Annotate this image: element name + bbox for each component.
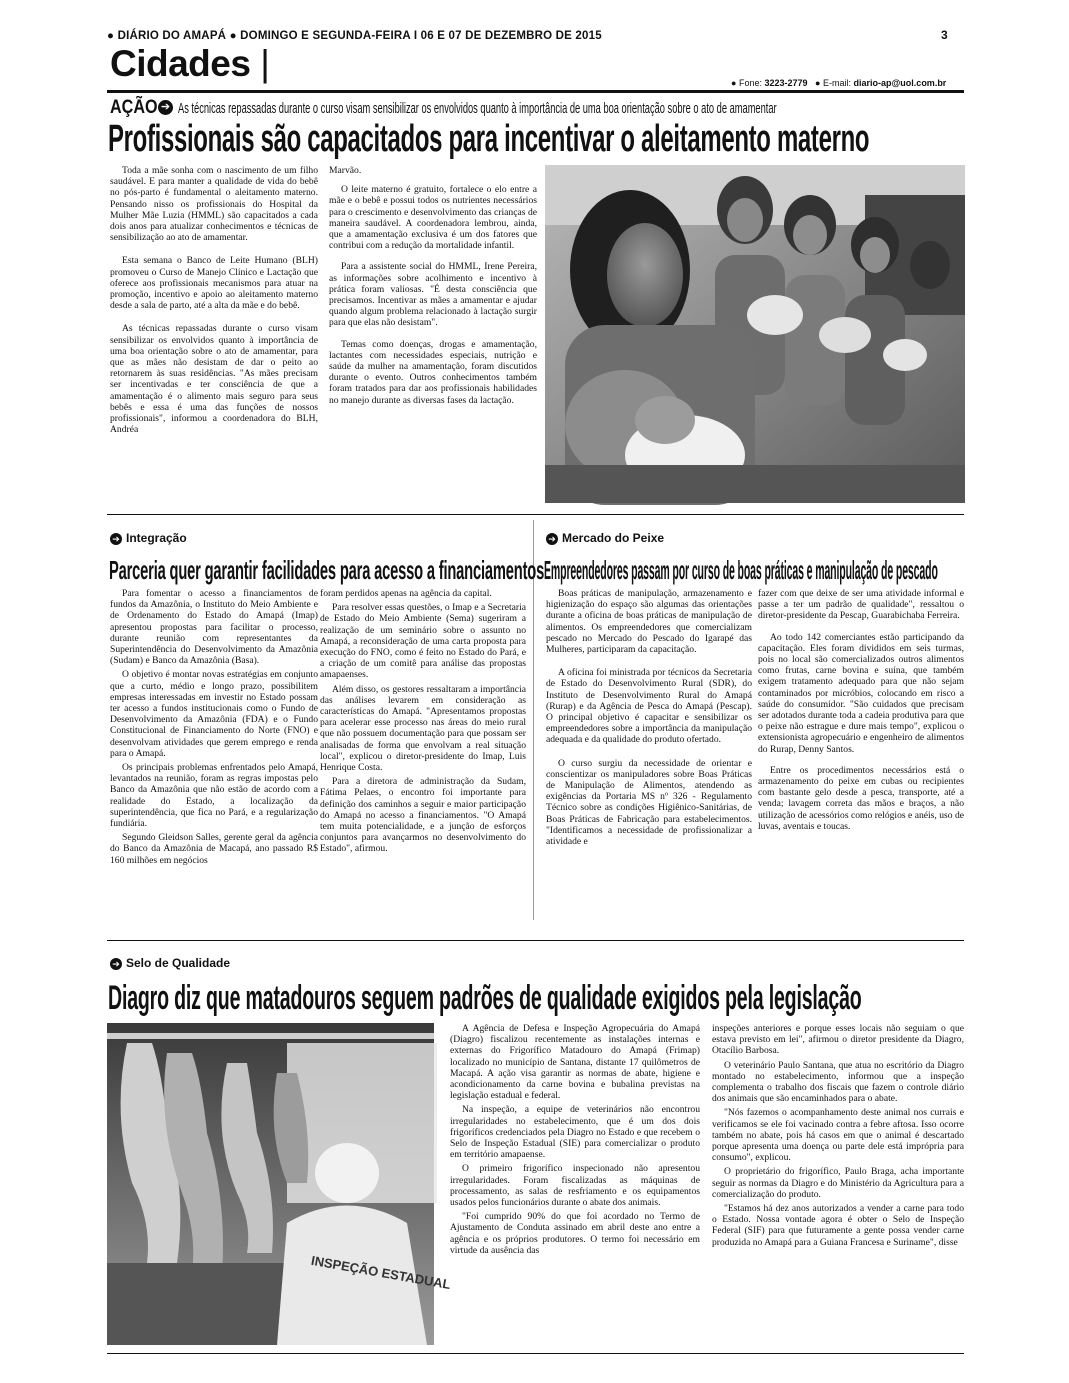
header-rule xyxy=(107,90,964,93)
story2-tag: ➔ Integração xyxy=(110,531,187,545)
story3-column-1: Boas práticas de manipulação, armazenamento e higienização do espaço são algumas das orientações durante a oficina de boas práticas de manipulação de alimentos. Os empreendedores que comercializam pescado no Mercado do Pescado do Igarapé das Mulheres, participaram da capacitação. A oficina foi ministrada por técnicos da Secretaria de Estado do Desenvolvimento Rural (SDR), do Instituto de Desenvolvimento Rural do Amapá (Rurap) e da Agência de Pesca do Amapá (Pescap). O principal objetivo é capacitar e sensibilizar os empreendedores sobre a importância da manipulação adequada e da qualidade do produto ofertado. O curso surgiu da necessidade de orientar e conscientizar os manipuladores sobre Boas Práticas de Manipulação de Alimentos, atendendo as exigências da Portaria MS nº 326 - Regulamento Técnico sobre as condições Higiênico-Sanitárias, de Boas Práticas de Fabricação para estabelecimentos. "Identificamos a necessidade de profissionalizar a atividade e xyxy=(546,588,752,848)
story4-headline: Diagro diz que matadouros seguem padrões de qualidade exigidos pela legislação xyxy=(108,979,862,1017)
story4-column-2: inspeções anteriores e porque esses locais não seguiam o que estava previsto em lei", afirmou o diretor presidente da Diagro, Otacílio Barbosa. O veterinário Paulo Santana, que atua no escritório da Diagro montado no estabelecimento, informou que a inspeção complementa o trabalho dos fiscais que fazem o controle diário dos animais que são encaminhados para o abate. "Nós fazemos o acompanhamento deste animal nos currais e verificamos se ele foi vacinado contra a febre aftosa. Isso ocorre também no abate, pois há casos em que o animal é descartado porque apresenta uma doença ou parte dele está imprópria para consumo", explicou. O proprietário do frigorífico, Paulo Braga, acha importante seguir as normas da Diagro e do Ministério da Agricultura para a comercialização do produto. "Estamos há dez anos autorizados a vender a carne para todo o Estado. Nossa vontade agora é obter o Selo de Inspeção Federal (SIF) para que futuramente a gente possa vender carne produzida no Amapá para a Guiana Francesa e Suriname", disse xyxy=(712,1023,964,1248)
page-number: 3 xyxy=(941,28,948,42)
contact-line: ● Fone: 3223-2779 ● E-mail: diario-ap@uol.com.br xyxy=(731,78,947,88)
lead-deck-text: As técnicas repassadas durante o curso visam sensibilizar os envolvidos quanto à importância de uma boa orientação sobre o ato de amamentar xyxy=(178,100,777,117)
lead-kicker: AÇÃO xyxy=(110,97,158,118)
bullet-icon: ● xyxy=(107,30,115,42)
masthead-dateline xyxy=(107,30,602,42)
story2-headline: Parceria quer garantir facilidades para acesso a financiamentos xyxy=(109,555,545,585)
lead-column-1: Toda a mãe sonha com o nascimento de um filho saudável. E para manter a qualidade de vida do bebê no pós-parto é fundamental o aleitamento materno. Pensando nisso os profissionais do Hospital da Mulher Mãe Luzia (HMML) são capacitados a cada dois anos para atualizar conhecimentos e técnicas de sensibilização ao ato de amamentar. Esta semana o Banco de Leite Humano (BLH) promoveu o Curso de Manejo Clínico e Lactação que oferece aos profissionais mecanismos para atuar na promoção, incentivo e apoio ao aleitamento materno desde a sala de parto, até a alta da mãe e do bebê. As técnicas repassadas durante o curso visam sensibilizar os envolvidos quanto à importância de uma boa orientação sobre o ato de amamentar, para que as mães não desistam de dar o peito ao retornarem às suas residências. "As mães precisam ser incentivadas e ter consciência de que a amamentação é o alimento mais seguro para seus bebês e essa é uma das funções de nossos profissionais", informou a coordenadora do BLH, Andréa xyxy=(110,165,318,436)
arrow-icon: ➔ xyxy=(110,533,122,545)
story2-column-1: Para fomentar o acesso a financiamentos de fundos da Amazônia, o Instituto do Meio Ambiente e de Ordenamento do Estado do Amapá (Imap) apresentou propostas para facilitar o processo, durante reunião com representantes da Superintendência do Desenvolvimento da Amazônia (Sudam) e Banco da Amazônia (Basa). O objetivo é montar novas estratégias em conjunto que a curto, médio e longo prazo, possibilitem empresas interessadas em investir no Estado possam ter acesso a fundos institucionais como o Fundo de Desenvolvimento da Amazônia (FDA) e o Fundo Constitucional de Financiamento do Norte (FNO) e desenvolvam atividades que gerem emprego e renda para o Amapá. Os principais problemas enfrentados pelo Amapá, levantados na reunião, foram as regras impostas pelo Banco da Amazônia que não estão de acordo com a realidade do Estado, a localização da superintendência, que fica no Pará, e a regularização fundiária. Segundo Gleidson Salles, gerente geral da agência do Banco da Amazônia de Macapá, ano passado R$ 160 milhões em negócios xyxy=(110,588,318,866)
story4-column-1: A Agência de Defesa e Inspeção Agropecuária do Amapá (Diagro) fiscalizou recentemente as instalações internas e externas do Frigorífico Matadouro do Amapá (Frimap) localizado no município de Santana, distante 17 quilômetros de Macapá. A ação visa garantir as normas de abate, higiene e acondicionamento da carne bovina e bubalina previstas na legislação estadual e federal. Na inspeção, a equipe de veterinários não encontrou irregularidades no estabelecimento, que é um dos dois frigoríficos credenciados pela Diagro no Estado e que recebem o Selo de Inspeção Estadual (SIE) para comercializar o produto em território amapaense. O primeiro frigorífico inspecionado não apresentou irregularidades. Foram fiscalizadas as máquinas de processamento, as salas de resfriamento e os equipamentos usados pelos funcionários durante o abate dos animais. "Foi cumprido 90% do que foi acordado no Termo de Ajustamento de Conduta assinado em abril deste ano entre a agência e os próprios produtores. O termo foi necessário em virtude da ausência das xyxy=(450,1023,700,1256)
footer-rule xyxy=(107,1353,964,1354)
inspection-photo xyxy=(107,1023,452,1345)
edition-date: DOMINGO E SEGUNDA-FEIRA I 06 E 07 DE DEZEMBRO DE 2015 xyxy=(240,30,602,42)
lead-deck xyxy=(110,97,970,119)
phone-number: 3223-2779 xyxy=(764,78,808,88)
arrow-icon: ➔ xyxy=(158,100,173,115)
story3-tag: ➔ Mercado do Peixe xyxy=(546,531,664,545)
bullet-icon: ● xyxy=(229,30,237,42)
section-title: Cidades | xyxy=(110,43,270,84)
arrow-icon: ➔ xyxy=(110,958,122,970)
section-divider xyxy=(107,940,964,941)
story3-headline: Empreendedores passam por curso de boas práticas e manipulação de pescado xyxy=(544,555,938,585)
email-icon: ● xyxy=(815,78,821,88)
story4-tag: ➔ Selo de Qualidade xyxy=(110,956,230,970)
phone-icon: ● xyxy=(731,78,737,88)
arrow-icon: ➔ xyxy=(546,533,558,545)
inspection-vest-text: INSPEÇÃO ESTADUAL xyxy=(310,1252,452,1293)
breastfeeding-photo xyxy=(545,165,965,503)
section-divider xyxy=(107,514,964,515)
paper-name: DIÁRIO DO AMAPÁ xyxy=(117,30,227,42)
lead-headline: Profissionais são capacitados para incentivar o aleitamento materno xyxy=(108,118,870,160)
email-address: diario-ap@uol.com.br xyxy=(853,78,947,88)
story3-column-2: fazer com que deixe de ser uma atividade informal e passe a ter um padrão de qualidade", ressaltou o diretor-presidente da Pescap, Guarabichaba Ferreira. Ao todo 142 comerciantes estão participando da capacitação. Eles foram divididos em seis turmas, pois no local são comercializados outros alimentos como frutas, carne bovina e suína, que também exigem tratamento adequado para que não sejam contaminados por micróbios, colocando em risco a saúde do consumidor. "São cuidados que precisam ser adotados durante toda a cadeia produtiva para que o peixe não estrague e dure mais tempo", explicou o extensionista agropecuário e engenheiro de alimentos do Rurap, Denny Santos. Entre os procedimentos necessários está o armazenamento do peixe em cubas ou recipientes com bastante gelo desde a pesca, transporte, até a venda; lavagem correta das mãos e braços, a não utilização de acessórios como relógios e anéis, uso de luvas, aventais e toucas. xyxy=(758,588,964,832)
lead-column-2: Marvão. O leite materno é gratuito, fortalece o elo entre a mãe e o bebê e possui todos os nutrientes necessários para o crescimento e desenvolvimento das crianças de maneira saudável. A coordenadora lembrou, ainda, que a amamentação exclusiva é um dos fatores que contribui com a redução da mortalidade infantil. Para a assistente social do HMML, Irene Pereira, as informações sobre acolhimento e incentivo à prática foram valiosas. "É desta consciência que precisamos. Incentivar as mães a amamentar e ajudar quando algum problema relacionado à lactação surgir para que elas não desistam". Temas como doenças, drogas e amamentação, lactantes com necessidades especiais, nutrição e saúde da mulher na amamentação, foram discutidos durante o evento. Outros conhecimentos também foram tratados para dar aos profissionais habilidades no manejo durante as diversas fases da lactação. xyxy=(329,165,537,406)
story2-column-2: foram perdidos apenas na agência da capital. Para resolver essas questões, o Imap e a Secretaria de Estado do Meio Ambiente (Sema) sugeriram a realização de um seminário sobre o assunto no Amapá, a reconsideração de uma carta proposta para execução do FNO, como é feito no Estado do Pará, e a criação de um comitê para análise das propostas amapaenses. Além disso, os gestores ressaltaram a importância das análises levarem em consideração as características do Amapá. "Apresentamos propostas para acelerar esse processo nas áreas do meio rural que não possuem documentação para que possam ser analisadas de forma que envolvam a real situação local", explicou o diretor-presidente do Imap, Luis Henrique Costa. Para a diretora de administração da Sudam, Fátima Pelaes, o encontro foi importante para definição dos caminhos a seguir e maior participação do Amapá no acesso a financiamentos. "O Amapá tem muita potencialidade, e a junção de esforços conjuntos para avançarmos no desenvolvimento do Estado", afirmou. xyxy=(320,588,526,855)
